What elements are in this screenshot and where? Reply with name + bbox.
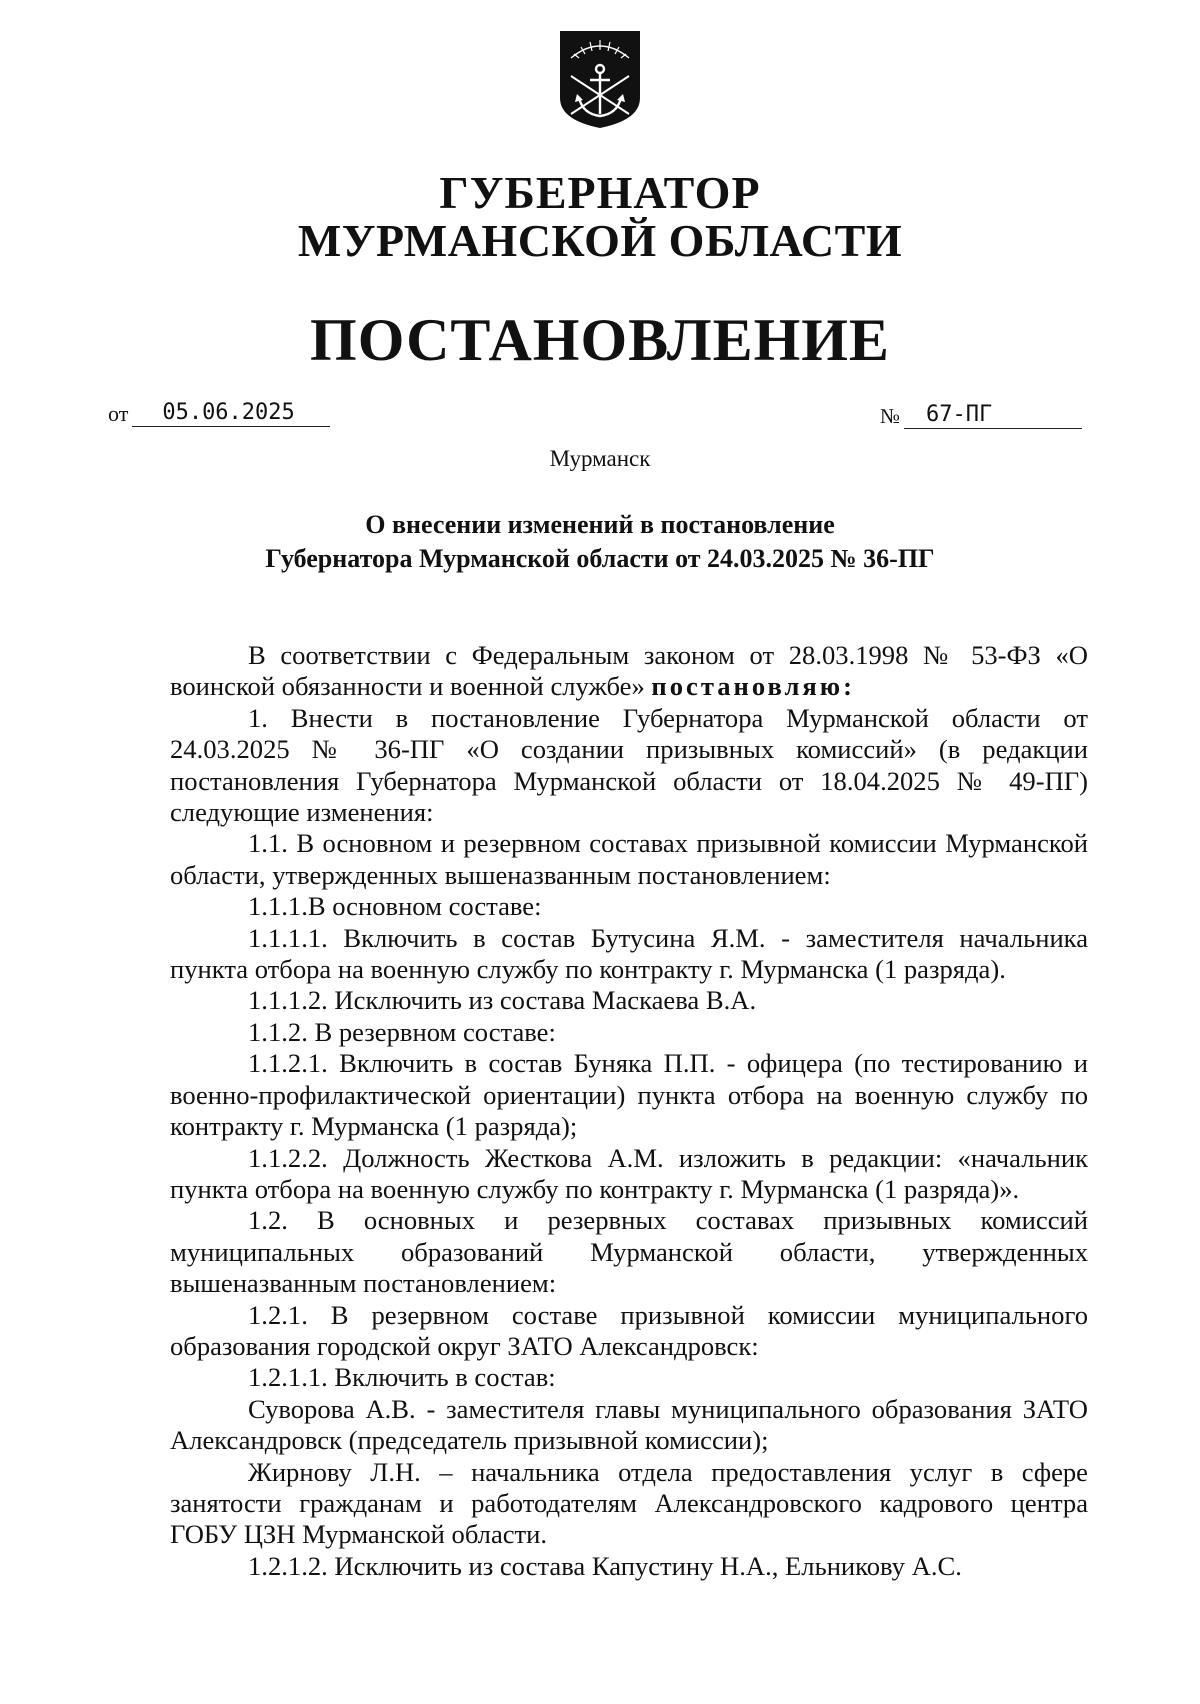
body-paragraph: Суворова А.В. - заместителя главы муниципального образования ЗАТО Александровск (председатель призывной комиссии); bbox=[170, 1393, 1088, 1456]
header-title-governor: ГУБЕРНАТОР bbox=[439, 167, 761, 218]
body-paragraph: 1. Внести в постановление Губернатора Мурманской области от 24.03.2025 № 36-ПГ «О создании призывных комиссий» (в редакции постановления Губернатора Мурманской области от 18.04.2025 № 49-ПГ) следующие изменения: bbox=[170, 702, 1088, 828]
body-paragraph: 1.1.1.В основном составе: bbox=[248, 891, 542, 922]
document-city: Мурманск bbox=[549, 446, 651, 471]
body-paragraph-preamble bbox=[170, 640, 1088, 703]
document-body bbox=[170, 640, 1088, 1582]
document-date-value: 05.06.2025 bbox=[132, 400, 330, 427]
coat-of-arms-icon bbox=[557, 28, 643, 130]
document-number-field bbox=[880, 402, 1082, 429]
body-paragraph: 1.1.1.1. Включить в состав Бутусина Я.М. - заместителя начальника пункта отбора на военную службу по контракту г. Мурманска (1 разряда). bbox=[170, 922, 1088, 985]
number-sign-label: № bbox=[880, 404, 901, 428]
document-number-value: 67-ПГ bbox=[904, 402, 1082, 429]
date-prefix-label: от bbox=[108, 401, 129, 426]
body-paragraph: 1.1.1.2. Исключить из состава Маскаева В.А. bbox=[248, 985, 757, 1016]
body-paragraph: 1.1. В основном и резервном составах призывной комиссии Мурманской области, утвержденных вышеназванным постановлением: bbox=[170, 828, 1088, 890]
body-paragraph: 1.1.2.2. Должность Жесткова А.М. изложить в редакции: «начальник пункта отбора на военную службу по контракту г. Мурманска (1 разряда)». bbox=[170, 1142, 1088, 1204]
decree-word: постановляю: bbox=[651, 671, 855, 702]
document-subject bbox=[0, 508, 1200, 576]
body-paragraph: 1.2.1.2. Исключить из состава Капустину Н.А., Ельникову А.С. bbox=[248, 1550, 962, 1581]
document-date-field bbox=[108, 400, 330, 427]
body-paragraph: 1.2. В основных и резервных составах призывных комиссий муниципальных образований Мурманской области, утвержденных вышеназванным постановлением: bbox=[170, 1205, 1088, 1299]
body-paragraph: 1.2.1. В резервном составе призывной комиссии муниципального образования городской округ ЗАТО Александровск: bbox=[170, 1299, 1088, 1361]
subject-line-2: Губернатора Мурманской области от 24.03.2025 № 36-ПГ bbox=[265, 544, 935, 573]
body-paragraph: 1.1.2. В резервном составе: bbox=[248, 1016, 556, 1047]
document-type-title: ПОСТАНОВЛЕНИЕ bbox=[310, 307, 890, 373]
preamble-text: В соответствии с Федеральным законом от 28.03.1998 № 53-ФЗ «О воинской обязанности и военной службе» bbox=[170, 640, 1088, 702]
body-paragraph: 1.2.1.1. Включить в состав: bbox=[248, 1362, 556, 1393]
body-paragraph: 1.1.2.1. Включить в состав Буняка П.П. - офицера (по тестированию и военно-профилактической ориентации) пункта отбора на военную службу по контракту г. Мурманска (1 разряда); bbox=[170, 1048, 1088, 1142]
subject-line-1: О внесении изменений в постановление bbox=[365, 510, 835, 539]
header-title-region: МУРМАНСКОЙ ОБЛАСТИ bbox=[297, 215, 903, 266]
body-paragraph: Жирнову Л.Н. – начальника отдела предоставления услуг в сфере занятости гражданам и работодателям Александровского кадрового центра ГОБУ ЦЗН Мурманской области. bbox=[170, 1456, 1088, 1550]
